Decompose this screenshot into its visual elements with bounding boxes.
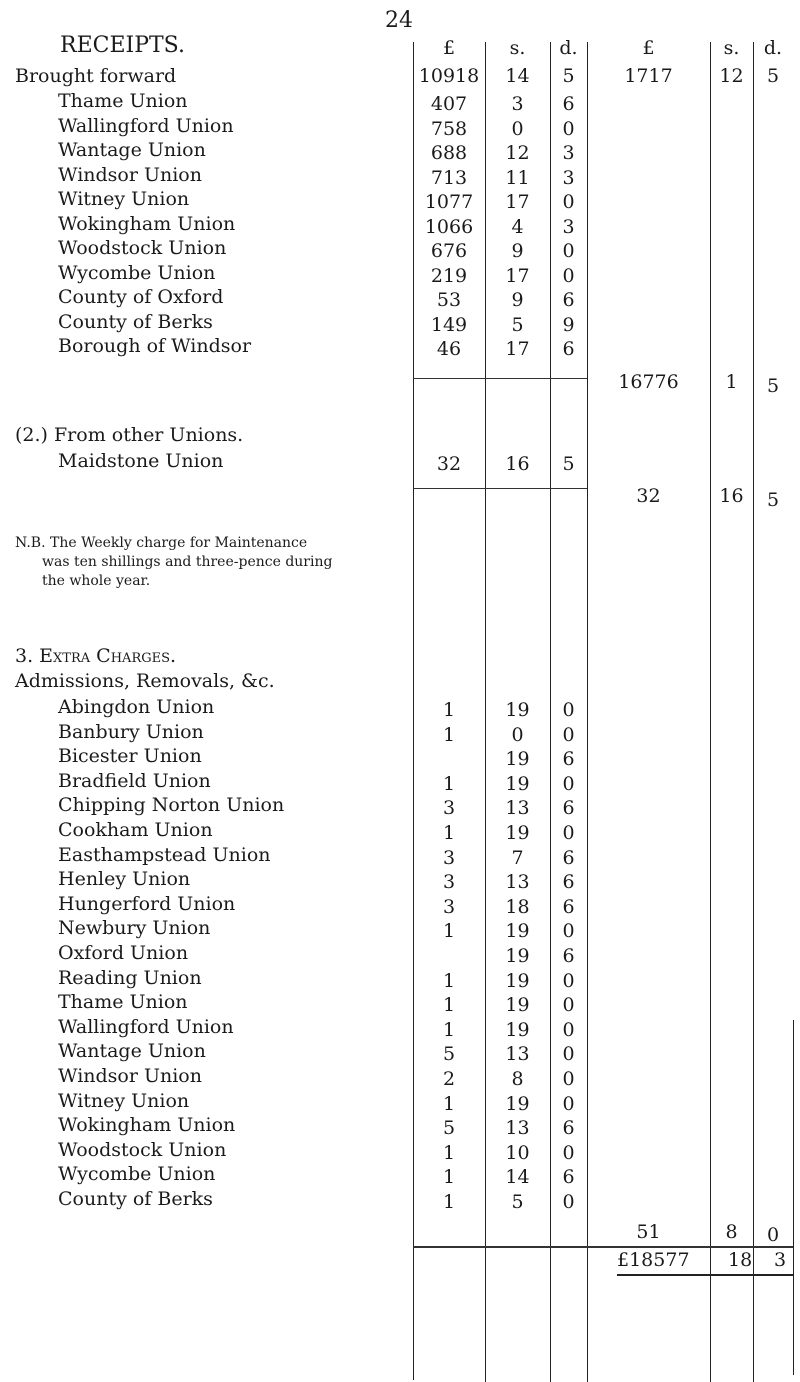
row-label: Henley Union (58, 868, 191, 891)
row-pounds: 1 (442, 723, 456, 746)
row-pounds: 149 (430, 313, 468, 336)
row-pounds: 713 (430, 166, 468, 189)
grand-total-underline (617, 1274, 793, 1276)
row-pounds: 46 (436, 338, 462, 360)
column-rule (710, 42, 711, 1382)
row-pence: 3 (562, 142, 575, 164)
row-shillings: 13 (505, 1043, 530, 1066)
section2-total-pounds: 32 (636, 485, 661, 507)
row-label: Thame Union (58, 90, 188, 112)
row-label: Windsor Union (58, 163, 202, 186)
row-shillings: 13 (505, 871, 530, 894)
row-label: Woodstock Union (58, 237, 227, 259)
row-pounds: 1 (442, 969, 456, 992)
row-shillings: 19 (505, 772, 530, 795)
subtotal-rule (413, 378, 587, 379)
row-pence: 6 (562, 871, 575, 894)
row-pence: 0 (562, 969, 575, 992)
row-shillings: 19 (505, 1092, 530, 1115)
row-shillings: 10 (505, 1141, 530, 1164)
note-line-3: the whole year. (42, 573, 151, 589)
row-pence: 6 (562, 1166, 575, 1189)
row-pounds: 3 (442, 871, 456, 894)
row-pounds: 407 (430, 93, 468, 115)
row-shillings: 18 (505, 895, 530, 918)
grand-total-shillings: 18 (728, 1249, 753, 1271)
total-pounds-header: £ (642, 37, 655, 59)
section2-total-shillings: 16 (719, 485, 744, 507)
row-pence: 0 (562, 1191, 575, 1213)
row-pounds: 219 (430, 264, 468, 287)
row-pence: 0 (562, 264, 575, 287)
row-pounds: 1 (442, 822, 456, 844)
maidstone-shillings: 16 (505, 453, 530, 475)
row-pence: 6 (562, 797, 575, 820)
row-pence: 6 (562, 93, 575, 115)
row-shillings: 19 (505, 969, 530, 992)
section2-heading: (2.) From other Unions. (15, 424, 244, 446)
bf-pounds: 10918 (418, 65, 480, 87)
receipts-title: RECEIPTS. (60, 33, 185, 58)
page-edge-rule (793, 1020, 794, 1375)
row-label: Bradfield Union (58, 769, 211, 792)
column-rule (753, 42, 754, 1382)
grand-total-pounds: £18577 (617, 1249, 690, 1271)
row-shillings: 5 (511, 313, 524, 336)
row-pence: 0 (562, 117, 575, 140)
row-label: Wallingford Union (58, 1015, 234, 1038)
row-label: County of Berks (58, 310, 213, 333)
row-label: Witney Union (58, 1089, 190, 1112)
row-pence: 3 (562, 166, 575, 189)
row-pence: 0 (562, 1141, 575, 1164)
maidstone-pence: 5 (562, 453, 575, 475)
maidstone-label: Maidstone Union (58, 450, 224, 472)
section3-heading: 3. Extra Charges. (15, 645, 177, 667)
section3-total-pounds: 51 (636, 1221, 661, 1243)
row-label: Banbury Union (58, 720, 204, 743)
row-pounds: 1 (442, 1141, 456, 1164)
row-pence: 0 (562, 1092, 575, 1115)
row-pounds: 1 (442, 699, 456, 721)
total-pence-header: d. (763, 37, 783, 59)
row-label: Wycombe Union (58, 261, 216, 284)
row-pence: 0 (562, 822, 575, 844)
section2-total-pence: 5 (766, 489, 780, 511)
row-pence: 0 (562, 1043, 575, 1066)
row-pence: 6 (562, 945, 575, 967)
maidstone-pounds: 32 (436, 453, 462, 475)
row-label: Thame Union (58, 991, 188, 1014)
row-pence: 0 (562, 240, 575, 262)
row-pounds: 1066 (424, 215, 474, 238)
pence-header: d. (559, 37, 578, 59)
section3-subheading: Admissions, Removals, &c. (15, 670, 275, 692)
subtotal-rule (413, 488, 587, 489)
row-pounds: 3 (442, 895, 456, 918)
row-shillings: 19 (505, 920, 530, 943)
row-label: County of Berks (58, 1188, 213, 1210)
row-pence: 9 (562, 313, 575, 336)
total-shillings-header: s. (723, 37, 740, 59)
row-label: Wycombe Union (58, 1163, 216, 1186)
bf-total-pence: 5 (766, 65, 780, 87)
row-label: Chipping Norton Union (58, 794, 285, 817)
section1-total-pounds: 16776 (618, 371, 679, 393)
row-pounds: 3 (442, 846, 456, 869)
row-shillings: 11 (505, 166, 530, 189)
row-pounds: 1 (442, 920, 456, 943)
row-pounds: 5 (442, 1043, 456, 1066)
row-pounds: 53 (436, 289, 462, 311)
row-shillings: 19 (505, 994, 530, 1017)
row-label: Hungerford Union (58, 892, 236, 915)
row-label: County of Oxford (58, 286, 224, 308)
row-label: Reading Union (58, 966, 202, 989)
row-shillings: 19 (505, 822, 530, 844)
row-pounds: 1077 (424, 191, 474, 213)
row-pence: 6 (562, 748, 575, 771)
row-label: Oxford Union (58, 942, 189, 964)
row-label: Wallingford Union (58, 114, 234, 137)
row-pence: 6 (562, 1117, 575, 1140)
row-shillings: 12 (505, 142, 530, 164)
shillings-header: s. (509, 37, 526, 59)
row-pounds: 2 (442, 1068, 456, 1090)
row-label: Woodstock Union (58, 1138, 227, 1161)
row-shillings: 19 (505, 748, 530, 771)
row-pounds: 1 (442, 1191, 456, 1213)
row-shillings: 0 (511, 117, 524, 140)
row-shillings: 7 (511, 846, 524, 869)
page-number: 24 (385, 8, 413, 33)
row-shillings: 19 (505, 945, 530, 967)
section1-total-shillings: 1 (725, 371, 738, 393)
row-pounds: 1 (442, 1092, 456, 1115)
row-shillings: 5 (511, 1191, 524, 1213)
row-pence: 0 (562, 1018, 575, 1041)
section3-total-shillings: 8 (725, 1221, 738, 1243)
row-shillings: 0 (511, 723, 524, 746)
note-line-1: N.B. The Weekly charge for Maintenance (15, 535, 308, 551)
row-pence: 6 (562, 338, 575, 360)
row-pence: 0 (562, 723, 575, 746)
section3-total-pence: 0 (766, 1224, 780, 1246)
row-shillings: 9 (511, 240, 524, 262)
row-label: Windsor Union (58, 1065, 202, 1087)
note-line-2: was ten shillings and three-pence during (42, 554, 333, 570)
row-pence: 0 (562, 191, 575, 213)
pounds-header: £ (442, 37, 456, 59)
row-shillings: 8 (511, 1068, 524, 1090)
brought-forward-label: Brought forward (15, 65, 177, 87)
bf-total-pounds: 1717 (624, 65, 673, 87)
row-label: Wantage Union (58, 1040, 206, 1063)
row-pounds: 1 (442, 1166, 456, 1189)
row-pounds: 3 (442, 797, 456, 820)
row-shillings: 19 (505, 1018, 530, 1041)
row-pounds: 1 (442, 994, 456, 1017)
row-label: Wantage Union (58, 139, 206, 161)
row-pence: 6 (562, 846, 575, 869)
row-shillings: 4 (511, 215, 524, 238)
row-pounds: 688 (430, 142, 468, 164)
row-pounds: 758 (430, 117, 468, 140)
row-pence: 6 (562, 895, 575, 918)
row-pence: 0 (562, 1068, 575, 1090)
section1-total-pence: 5 (766, 375, 780, 397)
row-pence: 0 (562, 920, 575, 943)
row-shillings: 13 (505, 1117, 530, 1140)
row-shillings: 3 (511, 93, 524, 115)
column-rule (587, 42, 588, 1382)
bf-pence: 5 (562, 65, 575, 87)
row-shillings: 19 (505, 699, 530, 721)
row-label: Borough of Windsor (58, 335, 252, 357)
row-label: Cookham Union (58, 819, 213, 841)
bf-total-shillings: 12 (719, 65, 744, 87)
row-shillings: 9 (511, 289, 524, 311)
row-pounds: 1 (442, 1018, 456, 1041)
bf-shillings: 14 (505, 65, 530, 87)
row-pounds: 676 (430, 240, 468, 262)
row-label: Witney Union (58, 188, 190, 210)
row-pence: 6 (562, 289, 575, 311)
row-pence: 3 (562, 215, 575, 238)
row-shillings: 14 (505, 1166, 530, 1189)
row-label: Easthampstead Union (58, 843, 271, 866)
row-label: Newbury Union (58, 917, 211, 940)
row-pence: 0 (562, 699, 575, 721)
row-label: Bicester Union (58, 745, 202, 768)
row-pounds: 1 (442, 772, 456, 795)
grand-total-pence: 3 (774, 1249, 787, 1271)
row-shillings: 17 (505, 191, 530, 213)
row-label: Wokingham Union (58, 1114, 236, 1137)
row-pence: 0 (562, 994, 575, 1017)
row-label: Abingdon Union (58, 696, 215, 718)
row-pounds: 5 (442, 1117, 456, 1140)
row-pence: 0 (562, 772, 575, 795)
row-label: Wokingham Union (58, 212, 236, 235)
row-shillings: 17 (505, 338, 530, 360)
row-shillings: 13 (505, 797, 530, 820)
row-shillings: 17 (505, 264, 530, 287)
